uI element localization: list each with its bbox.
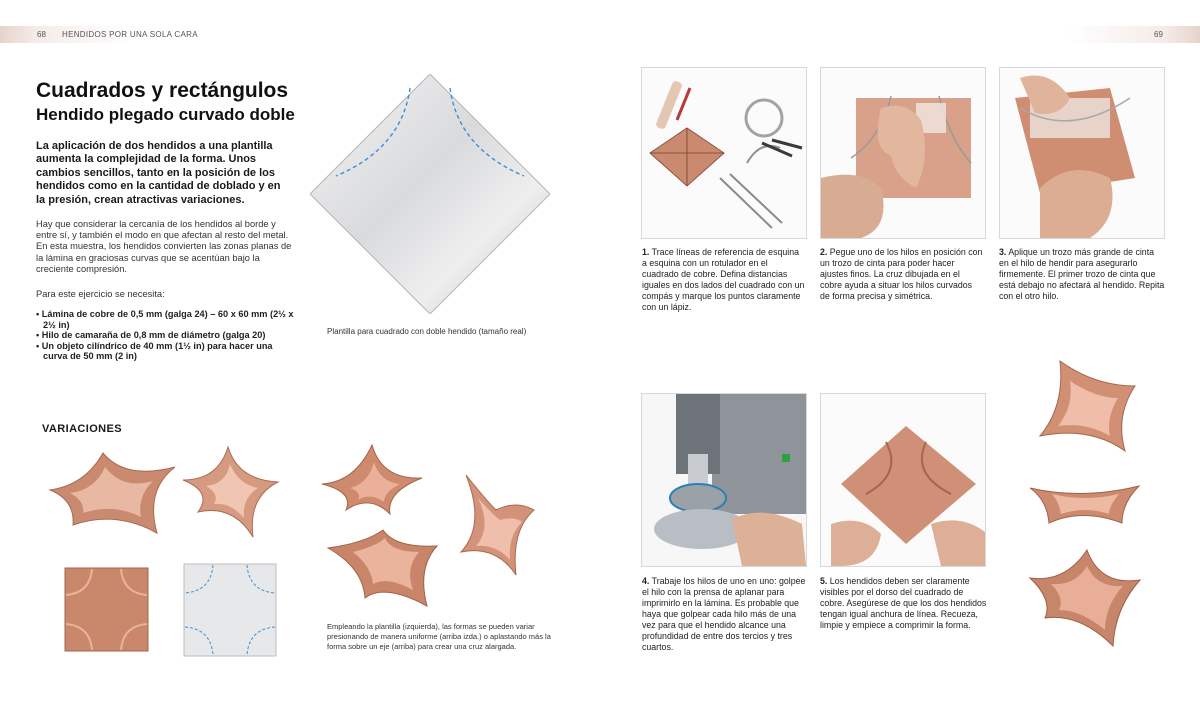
copper-cross-photo <box>456 470 538 580</box>
step-2-photo <box>820 67 986 239</box>
material-item: • Un objeto cilíndrico de 40 mm (1½ in) para hacer una curva de 50 mm (2 in) <box>36 341 296 362</box>
copper-shape-photo <box>45 445 180 540</box>
variations-heading: VARIACIONES <box>42 423 122 435</box>
step-3-photo <box>999 67 1165 239</box>
page-subtitle: Hendido plegado curvado doble <box>36 105 295 124</box>
body-paragraph: Hay que considerar la cercanía de los hendidos al borde y entre sí, y también el modo en que afectan al resto del metal. En esta muestra, los hendidos convierten las zonas planas de la lámina en graciosas curvas que se acentúan bajo la creciente compresión. <box>36 219 292 274</box>
finished-shape-photo <box>1027 468 1142 528</box>
template-caption: Plantilla para cuadrado con doble hendido (tamaño real) <box>327 327 527 336</box>
copper-cross-photo <box>325 528 440 608</box>
step-4-text: 4. Trabaje los hilos de uno en uno: golpee el hilo con la prensa de aplanar para imprimirlo en la lámina. Es probable que haya que golpear cada hilo más de una vez para que el hendido alcance una profundidad de entre dos tercios y tres cuartos. <box>642 576 806 652</box>
page-number-right: 69 <box>1154 30 1163 39</box>
template-square-diagram <box>183 563 277 657</box>
needs-label: Para este ejercicio se necesita: <box>36 289 165 299</box>
copper-shape-photo <box>178 442 283 542</box>
section-title: HENDIDOS POR UNA SOLA CARA <box>62 30 198 39</box>
copper-square-photo <box>64 567 149 652</box>
variations-caption: Empleando la plantilla (izquierda), las formas se pueden variar presionando de manera uniforme (arriba izda.) o aplastando más la forma sobre un eje (arriba) para crear una cruz alargada. <box>327 622 551 651</box>
step-3-text: 3. Aplique un trozo más grande de cinta en el hilo de hendir para asegurarlo firmemente. El primer trozo de cinta que está debajo no afectará al hendido. Repita con el otro hilo. <box>999 247 1165 301</box>
copper-cross-photo <box>320 442 425 517</box>
page-number-left: 68 <box>37 30 46 39</box>
step-2-text: 2. Pegue uno de los hilos en posición con un trozo de cinta para poder hacer ajustes finos. La cruz dibujada en el cobre ayuda a situar los hilos curvados de forma precisa y simétrica. <box>820 247 983 301</box>
finished-shape-photo <box>1025 548 1145 648</box>
header-band-right <box>600 26 1200 43</box>
step-1-text: 1. Trace líneas de referencia de esquina a esquina con un rotulador en el cuadrado de cobre. Defina distancias iguales en dos lados del cuadrado con un compás y marque los puntos claramente con un lápiz. <box>642 247 805 312</box>
material-item: • Hilo de camaraña de 0,8 mm de diámetro (galga 20) <box>36 330 296 341</box>
material-item: • Lámina de cobre de 0,5 mm (galga 24) – 60 x 60 mm (2½ x 2½ in) <box>36 309 296 330</box>
step-5-text: 5. Los hendidos deben ser claramente visibles por el dorso del cuadrado de cobre. Asegúrese de que los dos hendidos tengan igual anchura de línea. Recueza, limpie y empiece a comprimir la forma. <box>820 576 987 630</box>
step-1-photo <box>641 67 807 239</box>
finished-shape-photo <box>1030 356 1140 456</box>
step-4-photo <box>641 393 807 567</box>
step-5-photo <box>820 393 986 567</box>
materials-list <box>36 309 296 362</box>
intro-paragraph: La aplicación de dos hendidos a una plantilla aumenta la complejidad de la forma. Unos cambios sencillos, tanto en la posición de los hendidos como en la cantidad de doblado y en la presión, crean atractivas variaciones. <box>36 140 281 206</box>
template-diagram <box>310 74 550 314</box>
page-title: Cuadrados y rectángulos <box>36 79 289 102</box>
